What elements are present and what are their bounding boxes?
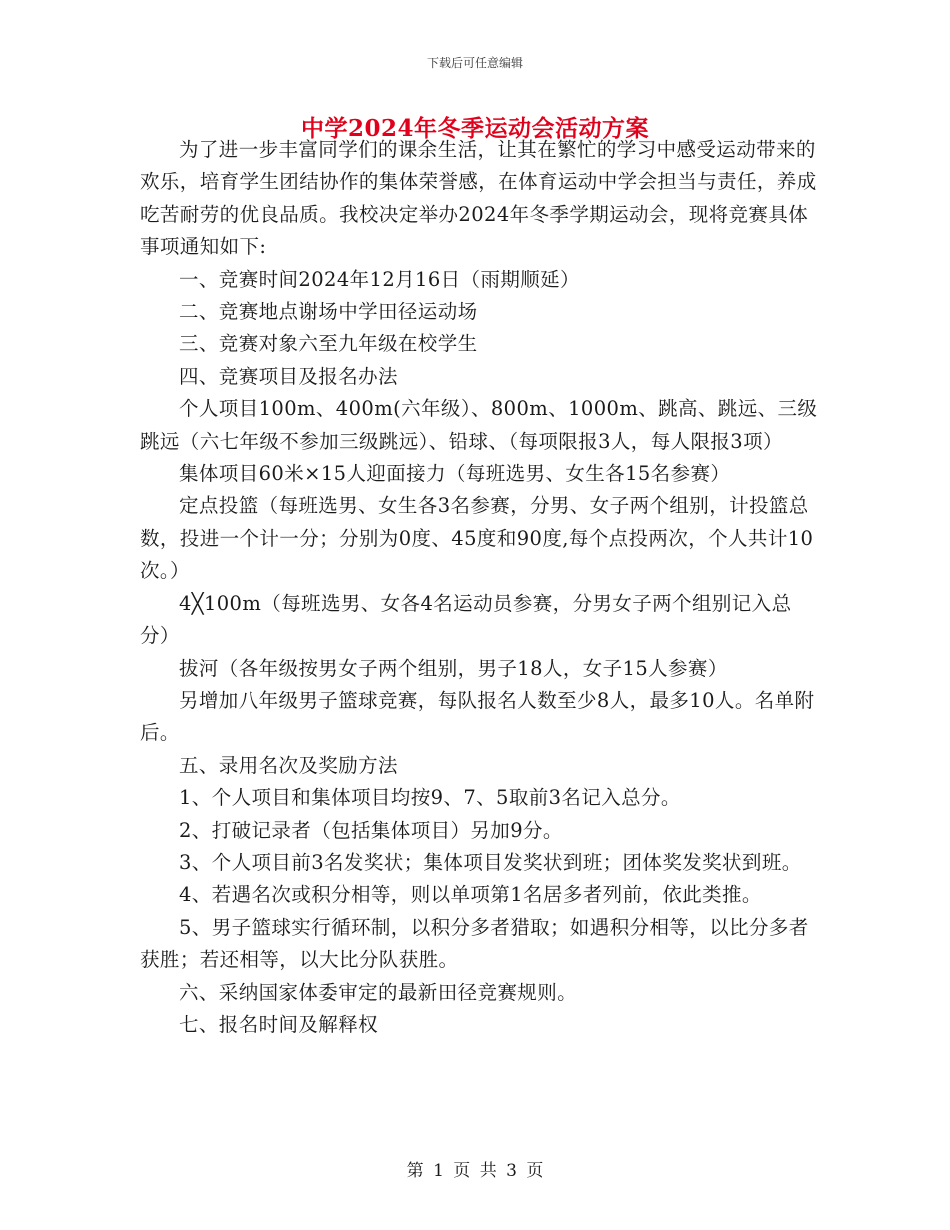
paragraph: 定点投篮（每班选男、女生各3名参赛，分男、女子两个组别，计投篮总数，投进一个计一分；分别为0度、45度和90度,每个点投两次，个人共计10次。） <box>140 494 814 583</box>
paragraph: 4、若遇名次或积分相等，则以单项第1名居多者列前，依此类推。 <box>179 883 762 907</box>
paragraph: 七、报名时间及解释权 <box>179 1012 379 1036</box>
paragraph: 五、录用名次及奖励方法 <box>179 753 398 777</box>
paragraph: 为了进一步丰富同学们的课余生活，让其在繁忙的学习中感受运动带来的欢乐，培育学生团结协作的集体荣誉感，在体育运动中学会担当与责任，养成吃苦耐劳的优良品质。我校决定举办2024年冬季学期运动会，现将竞赛具体事项通知如下: <box>140 138 817 259</box>
paragraph: 5、男子篮球实行循环制，以积分多者猎取；如遇积分相等，以比分多者获胜；若还相等，以大比分队获胜。 <box>140 915 809 972</box>
paragraph: 三、竞赛对象六至九年级在校学生 <box>179 332 478 356</box>
paragraph: 集体项目60米×15人迎面接力（每班选男、女生各15名参赛） <box>179 462 731 486</box>
document-title: 中学2024年冬季运动会活动方案 <box>300 115 649 142</box>
paragraph: 一、竞赛时间2024年12月16日（雨期顺延） <box>179 267 580 291</box>
document-body <box>140 134 820 1041</box>
page-footer: 第 1 页 共 3 页 <box>406 1161 544 1181</box>
paragraph: 个人项目100m、400m(六年级）、800m、1000m、跳高、跳远、三级跳远（六七年级不参加三级跳远）、铅球、（每项限报3人，每人限报3项） <box>140 397 818 453</box>
paragraph: 另增加八年级男子篮球竞赛，每队报名人数至少8人，最多10人。名单附后。 <box>140 688 815 745</box>
paragraph: 二、竞赛地点谢场中学田径运动场 <box>179 300 478 324</box>
paragraph: 2、打破记录者（包括集体项目）另加9分。 <box>179 818 563 842</box>
paragraph: 六、采纳国家体委审定的最新田径竞赛规则。 <box>179 980 578 1004</box>
paragraph: 3、个人项目前3名发奖状；集体项目发奖状到班；团体奖发奖状到班。 <box>179 850 802 874</box>
paragraph: 四、竞赛项目及报名办法 <box>179 364 398 388</box>
paragraph: 1、个人项目和集体项目均按9、7、5取前3名记入总分。 <box>179 786 681 810</box>
paragraph: 拔河（各年级按男女子两个组别，男子18人，女子15人参赛） <box>179 656 728 680</box>
paragraph: 4╳100m（每班选男、女各4名运动员参赛，分男女子两个组别记入总分） <box>140 591 792 648</box>
header-note: 下载后可任意编辑 <box>426 56 523 70</box>
